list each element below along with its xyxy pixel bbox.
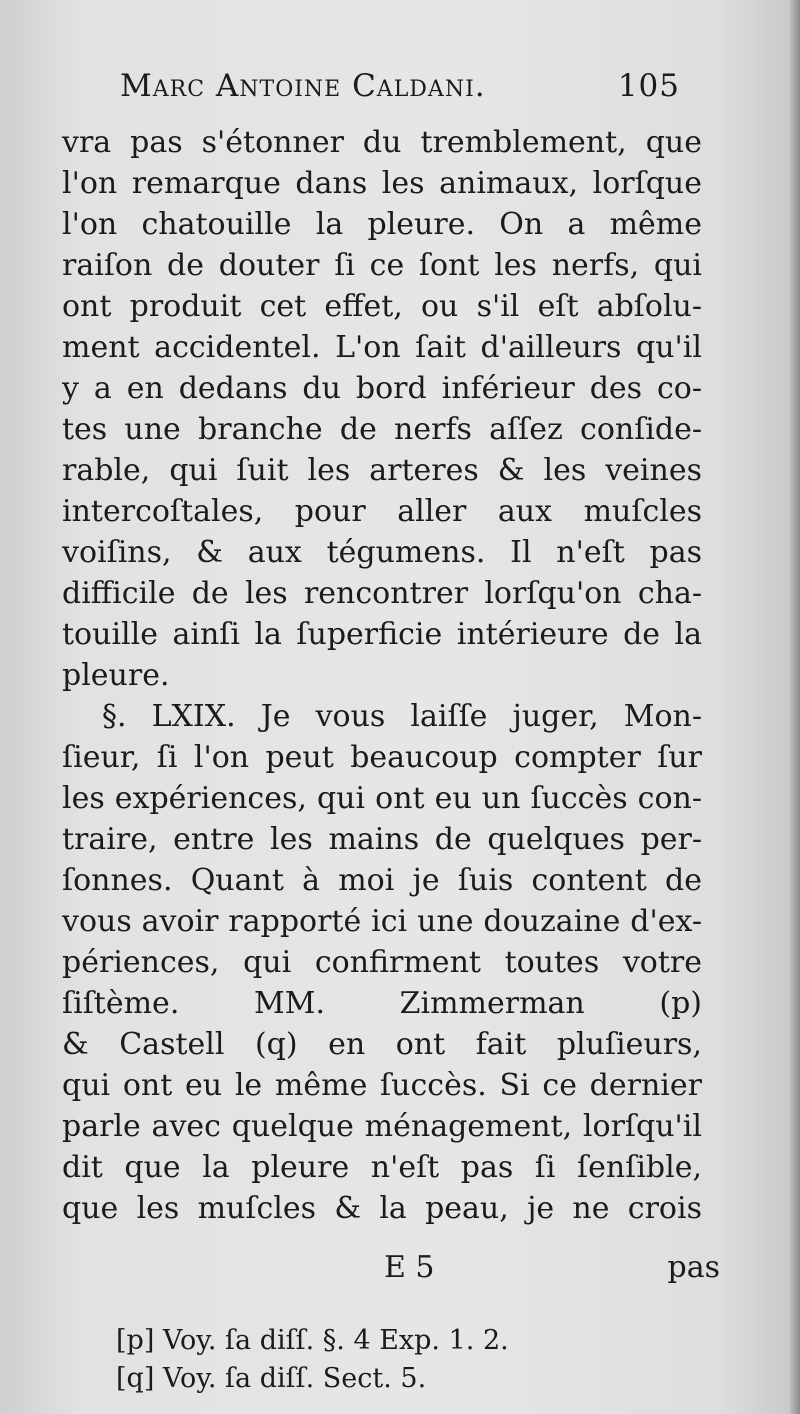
text-line: ment accidentel. L'on ſait d'ailleurs qu'il <box>62 330 702 365</box>
text-line: l'on chatouille la pleure. On a même <box>62 207 702 242</box>
text-line: dit que la pleure n'eſt pas ſi ſenſible, <box>62 1150 702 1185</box>
page-header <box>120 68 680 116</box>
text-line: difficile de les rencontrer lorſqu'on cha- <box>62 576 702 611</box>
running-head: Marc Antoine Caldani. <box>120 68 486 104</box>
text-line: ſieur, ſi l'on peut beaucoup compter ſur <box>62 740 702 775</box>
text-line: vous avoir rapporté ici une douzaine d'ex- <box>62 904 702 939</box>
page-number: 105 <box>617 68 680 104</box>
footnote-q: [q] Voy. ſa diſſ. Sect. 5. <box>116 1363 427 1394</box>
text-line: ſiſtème. MM. Zimmerman (p) <box>62 986 702 1021</box>
text-line: vra pas s'étonner du tremblement, que <box>62 125 702 160</box>
text-line: les expériences, qui ont eu un ſuccès con- <box>62 781 702 816</box>
text-line: parle avec quelque ménagement, lorſqu'il <box>62 1109 702 1144</box>
text-line: traire, entre les mains de quelques per- <box>62 822 702 857</box>
text-line: ſonnes. Quant à moi je ſuis content de <box>62 863 702 898</box>
text-line: périences, qui confirment toutes votre <box>62 945 702 980</box>
text-line: pleure. <box>62 658 170 693</box>
text-line: rable, qui ſuit les arteres & les veines <box>62 453 702 488</box>
catchword: pas <box>667 1250 720 1285</box>
text-line: ont produit cet effet, ou s'il eſt abſolu- <box>62 289 702 324</box>
signature-row <box>62 1250 722 1298</box>
text-line: y a en dedans du bord inférieur des co- <box>62 371 702 406</box>
section-start-line: §. LXIX. Je vous laiſſe juger, Mon- <box>102 699 702 734</box>
page-edge-shadow <box>790 0 800 1414</box>
text-line: & Castell (q) en ont fait pluſieurs, <box>62 1027 702 1062</box>
text-line: que les muſcles & la peau, je ne crois <box>62 1191 702 1226</box>
footnotes <box>116 1322 596 1398</box>
footnote-p: [p] Voy. ſa diſſ. §. 4 Exp. 1. 2. <box>116 1325 509 1356</box>
text-line: qui ont eu le même ſuccès. Si ce dernier <box>62 1068 702 1103</box>
text-line: intercoſtales, pour aller aux muſcles <box>62 494 702 529</box>
signature-mark: E 5 <box>384 1250 435 1285</box>
text-line: raiſon de douter ſi ce ſont les nerfs, qui <box>62 248 702 283</box>
body-text <box>62 122 702 1229</box>
text-line: touille ainſi la ſuperficie intérieure de la <box>62 617 702 652</box>
text-line: l'on remarque dans les animaux, lorſque <box>62 166 702 201</box>
text-line: tes une branche de nerfs aſſez conſide- <box>62 412 702 447</box>
text-line: voiſins, & aux tégumens. Il n'eſt pas <box>62 535 702 570</box>
